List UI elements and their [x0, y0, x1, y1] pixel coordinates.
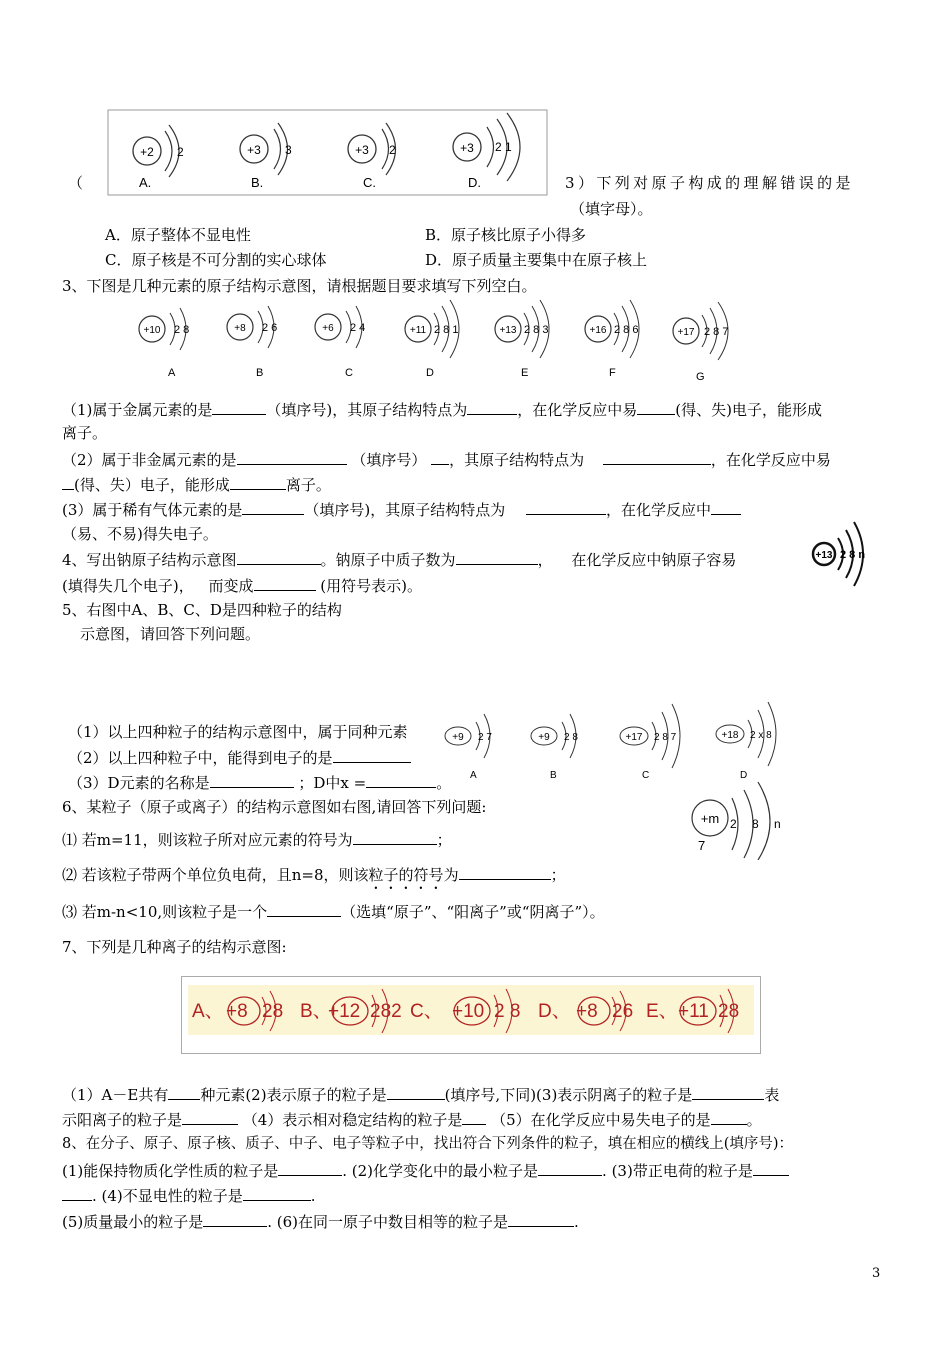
q3-atom-c-label: C	[345, 367, 353, 379]
svg-text:B、: B、	[300, 1001, 332, 1022]
q3-atom-g	[673, 302, 728, 383]
svg-text:+10: +10	[143, 325, 161, 336]
q2-a-core: +2	[140, 145, 154, 159]
q7-title: 7、下列是几种离子的结构示意图:	[62, 938, 287, 956]
svg-text:2 8: 2 8	[564, 732, 578, 743]
q8-blank-4[interactable]	[243, 1185, 311, 1201]
q8-line2: . (4)不显电性的粒子是 .	[62, 1185, 316, 1206]
q3-atom-c	[315, 306, 365, 379]
q7-blank-1[interactable]	[168, 1084, 200, 1100]
q7-ion-strip	[188, 985, 754, 1035]
svg-text:E、: E、	[646, 1001, 678, 1022]
q3-p3-blank-2[interactable]	[526, 499, 606, 515]
q2-d-shells: 2 1	[495, 140, 512, 154]
q3-atom-d-label: D	[426, 367, 434, 379]
svg-text:2 8 1: 2 8 1	[434, 324, 459, 336]
q2-diagram-box	[107, 109, 549, 197]
q6-diagram	[686, 776, 798, 860]
svg-text:2 8 n: 2 8 n	[730, 817, 787, 831]
option-c: C．原子核是不可分割的实心球体	[105, 251, 327, 269]
q3-atom-row	[128, 296, 768, 386]
q4-blank-2[interactable]	[456, 549, 538, 565]
q8-blank-1[interactable]	[278, 1160, 342, 1176]
svg-text:+11: +11	[409, 325, 427, 336]
q2-c-label: C.	[363, 175, 376, 190]
q5-blank-2[interactable]	[210, 772, 294, 788]
q6-diagram-under: 7	[698, 838, 706, 853]
q5-blank-1[interactable]	[333, 747, 411, 763]
q5-particle-c-label: C	[642, 770, 650, 781]
q5-particle-a	[445, 714, 492, 781]
q3-atom-e-label: E	[521, 367, 529, 379]
q5-particle-b	[531, 714, 578, 781]
q7-line1: （1）A－E共有 种元素(2)表示原子的粒子是 (填序号,下同)(3)表示阴离子的粒子是 表	[62, 1086, 780, 1104]
q3-blank-hint: （填字母）。	[570, 200, 653, 218]
q3-part1-end: 离子。	[62, 424, 108, 442]
q8-line3: (5)质量最小的粒子是 . (6)在同一原子中数目相等的粒子是 .	[62, 1213, 579, 1231]
q3-p1-blank-1[interactable]	[212, 399, 266, 415]
q6-s1: ⑴ 若m=11，则该粒子所对应元素的符号为 ；	[62, 831, 452, 849]
option-a: A．原子整体不显电性	[105, 226, 251, 244]
q5-particle-c	[620, 704, 680, 781]
svg-text:+13: +13	[815, 550, 833, 561]
q3-p1-blank-2[interactable]	[467, 399, 517, 415]
q4-line2: (填得失几个电子)， 而变成 (用符号表示)。	[62, 577, 423, 595]
q3-part1: （1)属于金属元素的是 （填序号)，其原子结构特点为 ，在化学反应中易 (得、失)电子，能形成	[62, 401, 822, 419]
q3-atom-g-label: G	[696, 371, 705, 383]
q5-s3: （3）D元素的名称是 ；D中x = 。	[68, 774, 452, 792]
q3-atom-f-label: F	[609, 367, 616, 379]
q7-figure-frame	[181, 976, 761, 1054]
q6-s2: ⑵ 若该粒子带两个单位负电荷，且n=8，则该粒子的符号为 ；	[62, 866, 566, 884]
option-b: B．原子核比原子小得多	[425, 226, 587, 244]
q5-s2: （2）以上四种粒子中，能得到电子的是	[68, 747, 411, 768]
svg-text:2 8 3: 2 8 3	[524, 324, 549, 336]
svg-text:D、: D、	[538, 1001, 571, 1022]
q4-blank-3[interactable]	[254, 575, 316, 591]
q2-a-shells: 2	[177, 145, 184, 159]
q3-atom-b-label: B	[256, 367, 264, 379]
q8-blank-3b[interactable]	[62, 1185, 92, 1201]
svg-text:28: 28	[718, 1001, 740, 1022]
q2-c-shells: 2	[389, 143, 396, 157]
svg-text:2 8 7: 2 8 7	[654, 732, 677, 743]
q7-blank-6[interactable]	[711, 1109, 747, 1125]
svg-text:+12: +12	[328, 1001, 361, 1022]
svg-text:A、: A、	[192, 1001, 224, 1022]
svg-text:+18: +18	[721, 730, 739, 741]
q2-d-core: +3	[460, 141, 474, 155]
svg-text:2 7: 2 7	[478, 732, 492, 743]
svg-text:2 8 n: 2 8 n	[840, 549, 866, 561]
option-d: D．原子质量主要集中在原子核上	[425, 251, 648, 269]
svg-text:+8: +8	[234, 323, 246, 334]
q3-p2-blank-1[interactable]	[237, 449, 347, 465]
q3-p2-blank-2[interactable]	[431, 449, 449, 465]
q7-blank-5[interactable]	[462, 1109, 486, 1125]
q8-line1: (1)能保持物质化学性质的粒子是 . (2)化学变化中的最小粒子是 . (3)带正电荷的粒子是	[62, 1160, 789, 1181]
q2-b-shells: 3	[285, 143, 292, 157]
q8-blank-3a[interactable]	[753, 1160, 789, 1176]
svg-text:+9: +9	[538, 732, 550, 743]
svg-text:+6: +6	[322, 323, 334, 334]
q8-blank-5[interactable]	[203, 1211, 267, 1227]
svg-text:2 8: 2 8	[174, 324, 190, 336]
q5-particle-d-label: D	[740, 770, 748, 781]
q6-blank-2[interactable]	[459, 864, 551, 880]
q3-atom-a	[139, 308, 189, 379]
q3-p1-blank-3[interactable]	[637, 399, 675, 415]
q3-title: 3、下图是几种元素的原子结构示意图，请根据题目要求填写下列空白。	[62, 277, 537, 295]
q3-part3-end: （易、不易)得失电子。	[62, 525, 218, 543]
q6-blank-3[interactable]	[267, 901, 341, 917]
q4-blank-1[interactable]	[237, 549, 321, 565]
q2-b-label: B.	[251, 175, 264, 190]
q5-particle-b-label: B	[550, 770, 557, 781]
q8-title: 8、在分子、原子、原子核、质子、中子、电子等粒子中，找出符合下列条件的粒子，填在相应的横线上(填序号)：	[62, 1136, 794, 1152]
q5-blank-3[interactable]	[366, 772, 436, 788]
svg-text:2 8 7: 2 8 7	[704, 326, 729, 338]
q5-title-1: 5、右图中A、B、C、D是四种粒子的结构	[62, 601, 342, 619]
q3-part3: (3）属于稀有气体元素的是 （填序号)，其原子结构特点为 ，在化学反应中	[62, 499, 741, 520]
svg-text:282: 282	[370, 1001, 402, 1022]
q7-blank-2[interactable]	[387, 1084, 445, 1100]
q2-d-label: D.	[468, 175, 481, 190]
q3-part2: （2）属于非金属元素的是 （填序号） ，其原子结构特点为 ，在化学反应中易	[62, 451, 831, 469]
q5-title-2: 示意图，请回答下列问题。	[80, 625, 261, 643]
q6-title: 6、某粒子（原子或离子）的结构示意图如右图,请回答下列问题:	[62, 798, 487, 816]
q3-atom-f	[585, 300, 639, 379]
q3-p2-blank-5[interactable]	[230, 474, 286, 490]
svg-text:+17: +17	[677, 327, 695, 338]
page-number: 3	[872, 1266, 881, 1281]
q2-c-core: +3	[355, 143, 369, 157]
svg-text:+16: +16	[589, 325, 607, 336]
q3-atom-d	[405, 300, 459, 379]
svg-text:+10: +10	[452, 1001, 485, 1022]
q3-stem: 3）下列对原子构成的理解错误的是	[565, 174, 854, 192]
q5-particle-a-label: A	[470, 770, 477, 781]
svg-text:+8: +8	[576, 1001, 598, 1022]
svg-text:C、: C、	[410, 1001, 443, 1022]
svg-text:26: 26	[612, 1001, 634, 1022]
q3-part2-line2: (得、失）电子，能形成 离子。	[62, 474, 331, 495]
q7-blank-4[interactable]	[182, 1109, 238, 1125]
q7-blank-3[interactable]	[692, 1084, 764, 1100]
q5-particles	[436, 698, 786, 784]
svg-text:2 4: 2 4	[350, 322, 366, 334]
svg-text:2 6: 2 6	[262, 322, 278, 334]
svg-text:+13: +13	[499, 325, 517, 336]
q5-particle-d	[716, 702, 776, 781]
open-paren: （	[68, 174, 84, 192]
q2-b-core: +3	[247, 143, 261, 157]
q3-p3-blank-1[interactable]	[242, 499, 304, 515]
q3-p2-blank-3[interactable]	[603, 449, 711, 465]
q7-line2: 示阳离子的粒子是 （4）表示相对稳定结构的粒子是 （5）在化学反应中易失电子的是 。	[62, 1111, 762, 1129]
svg-text:+11: +11	[678, 1001, 709, 1022]
q3-atom-b	[227, 306, 277, 379]
q3-atom-a-label: A	[168, 367, 176, 379]
q3-atom-e	[495, 300, 549, 379]
q2-a-label: A.	[139, 175, 152, 190]
q3-p2-blank-4[interactable]	[62, 474, 74, 490]
svg-text:+m: +m	[700, 811, 720, 826]
svg-text:+8: +8	[226, 1001, 248, 1022]
q8-blank-6[interactable]	[508, 1211, 574, 1227]
svg-text:+9: +9	[452, 732, 464, 743]
q4-line1: 4、写出钠原子结构示意图 。钠原子中质子数为 ， 在化学反应中钠原子容易	[62, 551, 737, 569]
svg-text:2 8 6: 2 8 6	[614, 324, 639, 336]
svg-text:2 8: 2 8	[494, 1001, 521, 1022]
q8-blank-2[interactable]	[538, 1160, 602, 1176]
svg-text:2 x 8: 2 x 8	[750, 730, 772, 741]
q5-s1: （1）以上四种粒子的结构示意图中，属于同种元素	[68, 723, 408, 741]
q3-p3-blank-3[interactable]	[711, 499, 741, 515]
q6-blank-1[interactable]	[353, 829, 437, 845]
svg-text:+17: +17	[625, 732, 643, 743]
q6-s3: ⑶ 若m-n<10,则该粒子是一个 （选填“原子”、“阳离子”或“阴离子”）。	[62, 903, 605, 921]
q4-diagram	[806, 516, 874, 592]
svg-text:28: 28	[262, 1001, 284, 1022]
